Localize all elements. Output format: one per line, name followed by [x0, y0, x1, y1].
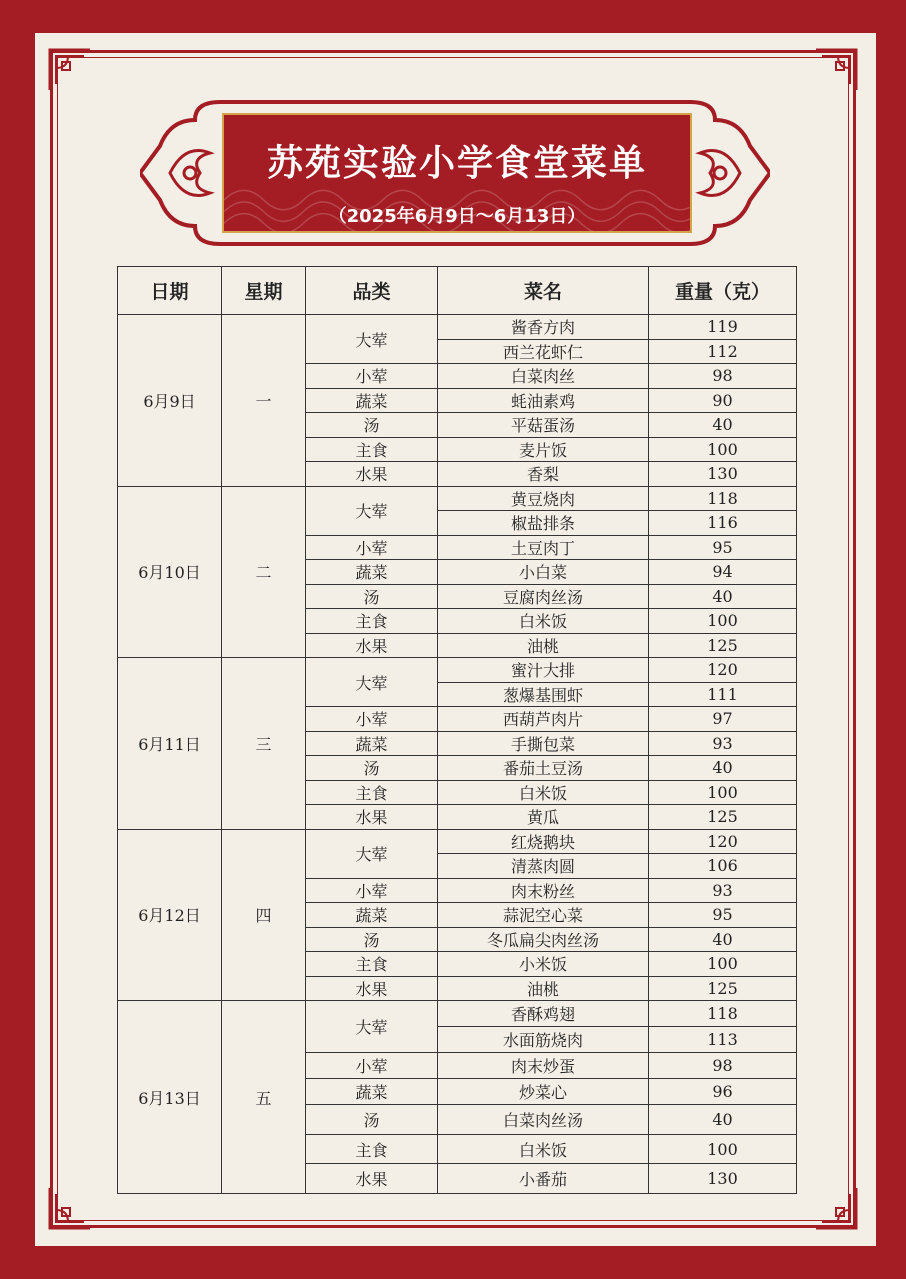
- corner-ornament-bottom-right: [814, 1186, 858, 1230]
- category-cell: 主食: [306, 609, 438, 634]
- category-cell: 小荤: [306, 364, 438, 389]
- weight-cell: 100: [649, 1135, 797, 1164]
- weight-cell: 98: [649, 364, 797, 389]
- dish-name-cell: 豆腐肉丝汤: [438, 584, 649, 609]
- page-title: 苏苑实验小学食堂菜单: [266, 143, 647, 184]
- weight-cell: 100: [649, 780, 797, 805]
- dish-name-cell: 酱香方肉: [438, 315, 649, 340]
- weight-cell: 100: [649, 437, 797, 462]
- weight-cell: 90: [649, 388, 797, 413]
- header-weight: 重量（克）: [649, 267, 797, 315]
- table-row: [118, 658, 797, 683]
- header-weekday: 星期: [222, 267, 306, 315]
- category-cell: 蔬菜: [306, 560, 438, 585]
- table-header-row: [118, 267, 797, 315]
- weight-cell: 125: [649, 633, 797, 658]
- category-cell: 蔬菜: [306, 731, 438, 756]
- dish-name-cell: 香梨: [438, 462, 649, 487]
- weight-cell: 116: [649, 511, 797, 536]
- header-date: 日期: [118, 267, 222, 315]
- weight-cell: 40: [649, 1105, 797, 1135]
- menu-table: [117, 266, 797, 1194]
- dish-name-cell: 西葫芦肉片: [438, 707, 649, 732]
- weight-cell: 111: [649, 682, 797, 707]
- dish-name-cell: 椒盐排条: [438, 511, 649, 536]
- dish-name-cell: 油桃: [438, 976, 649, 1001]
- table-row: [118, 829, 797, 854]
- weight-cell: 98: [649, 1053, 797, 1079]
- dish-name-cell: 白米饭: [438, 1135, 649, 1164]
- category-cell: 主食: [306, 952, 438, 977]
- table-row: [118, 1001, 797, 1027]
- weight-cell: 94: [649, 560, 797, 585]
- weight-cell: 40: [649, 584, 797, 609]
- category-cell: 汤: [306, 1105, 438, 1135]
- dish-name-cell: 西兰花虾仁: [438, 339, 649, 364]
- category-cell: 水果: [306, 1164, 438, 1194]
- dish-name-cell: 小白菜: [438, 560, 649, 585]
- date-cell: 6月12日: [118, 829, 222, 1001]
- table-row: [118, 486, 797, 511]
- corner-ornament-top-right: [814, 48, 858, 92]
- corner-ornament-bottom-left: [48, 1186, 92, 1230]
- weight-cell: 120: [649, 658, 797, 683]
- dish-name-cell: 白米饭: [438, 780, 649, 805]
- dish-name-cell: 番茄土豆汤: [438, 756, 649, 781]
- dish-name-cell: 黄瓜: [438, 805, 649, 830]
- dish-name-cell: 肉末粉丝: [438, 878, 649, 903]
- date-cell: 6月13日: [118, 1001, 222, 1194]
- category-cell: 大荤: [306, 829, 438, 878]
- date-range-subtitle: （2025年6月9日～6月13日）: [328, 206, 586, 227]
- weekday-cell: 二: [222, 486, 306, 658]
- weight-cell: 40: [649, 756, 797, 781]
- weight-cell: 93: [649, 878, 797, 903]
- weekday-cell: 五: [222, 1001, 306, 1194]
- weight-cell: 119: [649, 315, 797, 340]
- category-cell: 主食: [306, 437, 438, 462]
- dish-name-cell: 白菜肉丝: [438, 364, 649, 389]
- dish-name-cell: 蚝油素鸡: [438, 388, 649, 413]
- weight-cell: 118: [649, 1001, 797, 1027]
- dish-name-cell: 小米饭: [438, 952, 649, 977]
- dish-name-cell: 白米饭: [438, 609, 649, 634]
- weight-cell: 112: [649, 339, 797, 364]
- date-cell: 6月9日: [118, 315, 222, 487]
- dish-name-cell: 油桃: [438, 633, 649, 658]
- corner-ornament-top-left: [48, 48, 92, 92]
- weight-cell: 93: [649, 731, 797, 756]
- weight-cell: 125: [649, 805, 797, 830]
- header-dish: 菜名: [438, 267, 649, 315]
- weight-cell: 100: [649, 952, 797, 977]
- dish-name-cell: 手撕包菜: [438, 731, 649, 756]
- dish-name-cell: 水面筋烧肉: [438, 1027, 649, 1053]
- date-cell: 6月10日: [118, 486, 222, 658]
- weight-cell: 95: [649, 535, 797, 560]
- weight-cell: 96: [649, 1079, 797, 1105]
- category-cell: 小荤: [306, 878, 438, 903]
- dish-name-cell: 黄豆烧肉: [438, 486, 649, 511]
- category-cell: 水果: [306, 633, 438, 658]
- dish-name-cell: 清蒸肉圆: [438, 854, 649, 879]
- category-cell: 主食: [306, 1135, 438, 1164]
- category-cell: 小荤: [306, 1053, 438, 1079]
- category-cell: 小荤: [306, 707, 438, 732]
- dish-name-cell: 葱爆基围虾: [438, 682, 649, 707]
- category-cell: 水果: [306, 462, 438, 487]
- category-cell: 大荤: [306, 315, 438, 364]
- dish-name-cell: 炒菜心: [438, 1079, 649, 1105]
- category-cell: 汤: [306, 584, 438, 609]
- dish-name-cell: 肉末炒蛋: [438, 1053, 649, 1079]
- menu-table-body: [118, 315, 797, 1194]
- weight-cell: 130: [649, 1164, 797, 1194]
- category-cell: 大荤: [306, 1001, 438, 1053]
- dish-name-cell: 冬瓜扁尖肉丝汤: [438, 927, 649, 952]
- weight-cell: 40: [649, 413, 797, 438]
- dish-name-cell: 蒜泥空心菜: [438, 903, 649, 928]
- dish-name-cell: 麦片饭: [438, 437, 649, 462]
- dish-name-cell: 红烧鹅块: [438, 829, 649, 854]
- weight-cell: 113: [649, 1027, 797, 1053]
- category-cell: 水果: [306, 976, 438, 1001]
- table-row: [118, 315, 797, 340]
- weight-cell: 95: [649, 903, 797, 928]
- weight-cell: 118: [649, 486, 797, 511]
- weight-cell: 120: [649, 829, 797, 854]
- category-cell: 主食: [306, 780, 438, 805]
- dish-name-cell: 平菇蛋汤: [438, 413, 649, 438]
- category-cell: 汤: [306, 927, 438, 952]
- category-cell: 小荤: [306, 535, 438, 560]
- title-banner: [222, 113, 692, 233]
- category-cell: 大荤: [306, 658, 438, 707]
- weight-cell: 40: [649, 927, 797, 952]
- weight-cell: 130: [649, 462, 797, 487]
- dish-name-cell: 土豆肉丁: [438, 535, 649, 560]
- header-category: 品类: [306, 267, 438, 315]
- category-cell: 水果: [306, 805, 438, 830]
- category-cell: 蔬菜: [306, 388, 438, 413]
- dish-name-cell: 小番茄: [438, 1164, 649, 1194]
- category-cell: 汤: [306, 413, 438, 438]
- weekday-cell: 四: [222, 829, 306, 1001]
- category-cell: 大荤: [306, 486, 438, 535]
- date-cell: 6月11日: [118, 658, 222, 830]
- dish-name-cell: 白菜肉丝汤: [438, 1105, 649, 1135]
- weekday-cell: 一: [222, 315, 306, 487]
- dish-name-cell: 香酥鸡翅: [438, 1001, 649, 1027]
- weight-cell: 125: [649, 976, 797, 1001]
- weekday-cell: 三: [222, 658, 306, 830]
- category-cell: 蔬菜: [306, 903, 438, 928]
- category-cell: 蔬菜: [306, 1079, 438, 1105]
- dish-name-cell: 蜜汁大排: [438, 658, 649, 683]
- category-cell: 汤: [306, 756, 438, 781]
- weight-cell: 100: [649, 609, 797, 634]
- weight-cell: 106: [649, 854, 797, 879]
- weight-cell: 97: [649, 707, 797, 732]
